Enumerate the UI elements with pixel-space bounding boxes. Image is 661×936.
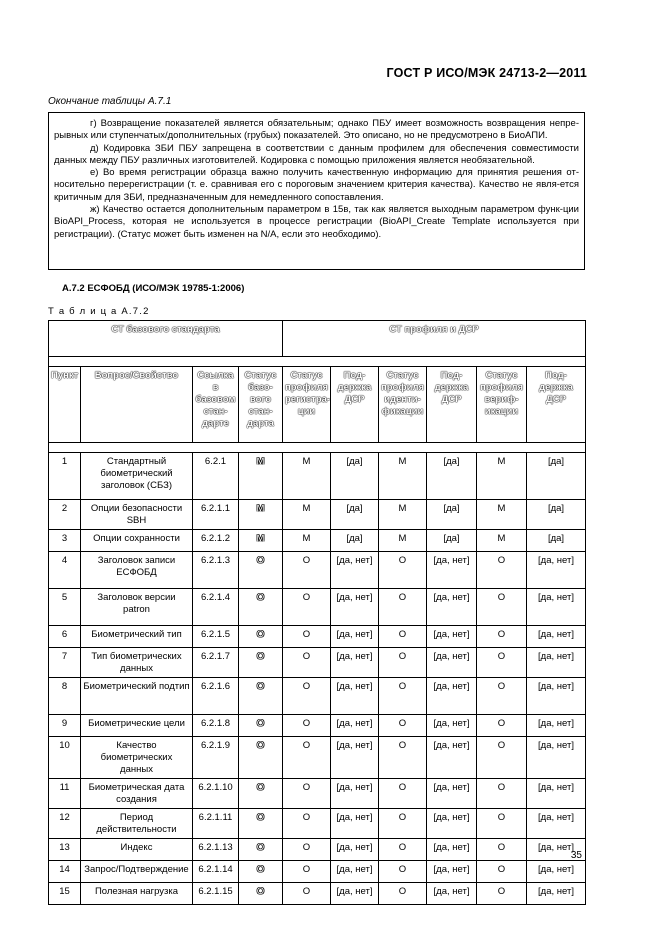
note-d: д) Кодировка ЗБИ ПБУ запрещена в соответствии с данным профилем для обеспечения совместимости данных между ПБУ различных изготовителей. Кодировка с помощью приложения является необязательной. bbox=[54, 142, 579, 166]
column-header: Статус профиля иденти-фикации bbox=[379, 367, 427, 443]
table-row bbox=[49, 648, 586, 678]
table-cell: O bbox=[283, 809, 331, 839]
table-cell: [да, нет] bbox=[427, 589, 477, 626]
table-cell: Заголовок записи ЕСФОБД bbox=[81, 552, 193, 589]
table-cell: [да] bbox=[427, 453, 477, 500]
table-cell: M bbox=[477, 453, 527, 500]
table-cell: 6.2.1.6 bbox=[193, 678, 239, 715]
table-cell: [да, нет] bbox=[527, 809, 586, 839]
table-cell: M bbox=[379, 530, 427, 552]
table-cell: [да, нет] bbox=[527, 737, 586, 779]
table-row bbox=[49, 809, 586, 839]
table-cell: O bbox=[379, 737, 427, 779]
table-cell: O bbox=[239, 715, 283, 737]
table-row bbox=[49, 861, 586, 883]
table-cell: [да, нет] bbox=[427, 715, 477, 737]
table-cell: O bbox=[239, 678, 283, 715]
table-cell: [да, нет] bbox=[331, 861, 379, 883]
table-cell: O bbox=[239, 737, 283, 779]
table-cell: Биометрическая дата создания bbox=[81, 779, 193, 809]
table-cell: Тип биометрических данных bbox=[81, 648, 193, 678]
table-cell: 2 bbox=[49, 500, 81, 530]
table-row bbox=[49, 883, 586, 905]
table-cell: 6.2.1.8 bbox=[193, 715, 239, 737]
table-cell: 6.2.1.13 bbox=[193, 839, 239, 861]
column-header: Статус профиля регистра-ции bbox=[283, 367, 331, 443]
table-cell: [да, нет] bbox=[527, 779, 586, 809]
table-cell: [да, нет] bbox=[527, 626, 586, 648]
table-row bbox=[49, 500, 586, 530]
conformance-table bbox=[48, 320, 586, 905]
table-row bbox=[49, 715, 586, 737]
table-cell: M bbox=[379, 500, 427, 530]
table-cell: [да] bbox=[427, 530, 477, 552]
table-cell: 6.2.1.5 bbox=[193, 626, 239, 648]
table-cell: M bbox=[239, 530, 283, 552]
table-cell: Биометрический тип bbox=[81, 626, 193, 648]
table-cell: O bbox=[283, 552, 331, 589]
column-headers bbox=[49, 367, 586, 443]
table-cell: 6.2.1 bbox=[193, 453, 239, 500]
table-cell: O bbox=[379, 809, 427, 839]
table-cell: O bbox=[283, 715, 331, 737]
table-cell: 6.2.1.3 bbox=[193, 552, 239, 589]
table-cell: 6.2.1.15 bbox=[193, 883, 239, 905]
column-header: Ссылка в базовом стан-дарте bbox=[193, 367, 239, 443]
table-cell: [да] bbox=[331, 530, 379, 552]
table-cell: O bbox=[379, 861, 427, 883]
table-cell: [да, нет] bbox=[331, 883, 379, 905]
table-cell: [да, нет] bbox=[427, 626, 477, 648]
table-cell: 6 bbox=[49, 626, 81, 648]
table-cell: M bbox=[283, 530, 331, 552]
table-row bbox=[49, 552, 586, 589]
table-cell: Качество биометрических данных bbox=[81, 737, 193, 779]
table-row bbox=[49, 626, 586, 648]
table-cell: 6.2.1.11 bbox=[193, 809, 239, 839]
table-cell: Индекс bbox=[81, 839, 193, 861]
table-label: Т а б л и ц а А.7.2 bbox=[48, 306, 150, 317]
table-cell: [да, нет] bbox=[527, 648, 586, 678]
table-cell: [да, нет] bbox=[331, 552, 379, 589]
table-cell: 6.2.1.14 bbox=[193, 861, 239, 883]
table-cell: O bbox=[477, 715, 527, 737]
table-cell: O bbox=[379, 589, 427, 626]
table-cell: 6.2.1.9 bbox=[193, 737, 239, 779]
table-cell: M bbox=[477, 500, 527, 530]
table-cell: M bbox=[477, 530, 527, 552]
table-cell: 6.2.1.1 bbox=[193, 500, 239, 530]
table-cell: 6.2.1.7 bbox=[193, 648, 239, 678]
table-cell: M bbox=[239, 500, 283, 530]
table-cell: [да] bbox=[427, 500, 477, 530]
table-cell: O bbox=[239, 589, 283, 626]
table-cell: O bbox=[239, 552, 283, 589]
table-cell: O bbox=[239, 839, 283, 861]
note-e: е) Во время регистрации образца важно получить качественную информацию для принятия решения от-носительно перерегистрации (т. е. сравнивая его с пороговым значением критерия качества). Качество не явля-ется критичным для ЗБИ, предназначенным для немедленного сопоставления. bbox=[54, 167, 579, 203]
table-row bbox=[49, 779, 586, 809]
table-cell: [да, нет] bbox=[427, 839, 477, 861]
table-cell: O bbox=[477, 552, 527, 589]
table-cell: O bbox=[379, 552, 427, 589]
table-cell: [да] bbox=[331, 500, 379, 530]
table-cell: 10 bbox=[49, 737, 81, 779]
table-cell: [да, нет] bbox=[427, 883, 477, 905]
table-cell: [да, нет] bbox=[331, 839, 379, 861]
table-cell: O bbox=[283, 861, 331, 883]
table-cell: 8 bbox=[49, 678, 81, 715]
table-cell: O bbox=[239, 861, 283, 883]
table-cell: O bbox=[283, 737, 331, 779]
table-cell: Опции безопасности SBH bbox=[81, 500, 193, 530]
table-cell: [да, нет] bbox=[427, 861, 477, 883]
table-cell: O bbox=[283, 626, 331, 648]
table-cell: 7 bbox=[49, 648, 81, 678]
table-cell: Биометрический подтип bbox=[81, 678, 193, 715]
table-cell: O bbox=[379, 883, 427, 905]
table-cell: O bbox=[477, 839, 527, 861]
table-cell: Опции сохранности bbox=[81, 530, 193, 552]
table-cell: [да, нет] bbox=[331, 737, 379, 779]
table-cell: Заголовок версии patron bbox=[81, 589, 193, 626]
table-cell: [да, нет] bbox=[427, 737, 477, 779]
table-cell: 14 bbox=[49, 861, 81, 883]
table-cell: [да, нет] bbox=[527, 715, 586, 737]
table-cell: 4 bbox=[49, 552, 81, 589]
table-cell: O bbox=[477, 861, 527, 883]
table-cell: [да, нет] bbox=[527, 839, 586, 861]
table-cell: Запрос/Подтверждение bbox=[81, 861, 193, 883]
table-row bbox=[49, 589, 586, 626]
table-cell: [да, нет] bbox=[527, 678, 586, 715]
table-cell: O bbox=[477, 678, 527, 715]
table-cell: O bbox=[283, 589, 331, 626]
table-cell: [да, нет] bbox=[527, 883, 586, 905]
table-cell: M bbox=[239, 453, 283, 500]
table-cell: O bbox=[379, 648, 427, 678]
table-cell: O bbox=[379, 626, 427, 648]
table-cell: O bbox=[283, 883, 331, 905]
table-cell: Полезная нагрузка bbox=[81, 883, 193, 905]
table-cell: [да, нет] bbox=[527, 861, 586, 883]
table-cell: M bbox=[379, 453, 427, 500]
table-cell: O bbox=[283, 779, 331, 809]
column-header: Под-держка ДСР bbox=[527, 367, 586, 443]
table-cell: O bbox=[477, 589, 527, 626]
table-row bbox=[49, 678, 586, 715]
table-cell: 5 bbox=[49, 589, 81, 626]
table-cell: O bbox=[239, 648, 283, 678]
table-cell: 11 bbox=[49, 779, 81, 809]
table-cell: O bbox=[239, 809, 283, 839]
table-cell: O bbox=[239, 779, 283, 809]
table-cell: Стандартный биометрический заголовок (СБЗ) bbox=[81, 453, 193, 500]
table-cell: [да] bbox=[527, 500, 586, 530]
table-cell: [да, нет] bbox=[527, 589, 586, 626]
note-zh: ж) Качество остается дополнительным параметром в 15в, так как является выходным параметром функ-ции BioAPI_Process, которая не используется в процессе регистрации (BioAPI_Create Template используется при регистрации). (Статус может быть изменен на N/A, если это необходимо). bbox=[54, 204, 579, 240]
table-row bbox=[49, 737, 586, 779]
table-cell: O bbox=[477, 809, 527, 839]
page-number: 35 bbox=[570, 850, 582, 861]
table-cell: O bbox=[239, 626, 283, 648]
table-cell: Биометрические цели bbox=[81, 715, 193, 737]
table-cell: 1 bbox=[49, 453, 81, 500]
table-cell: O bbox=[379, 779, 427, 809]
table-cell: [да, нет] bbox=[331, 809, 379, 839]
table-cell: O bbox=[477, 883, 527, 905]
column-header: Под-держка ДСР bbox=[427, 367, 477, 443]
column-header: Статус профиля вериф-икации bbox=[477, 367, 527, 443]
table-cell: [да] bbox=[527, 530, 586, 552]
table-cell: O bbox=[477, 648, 527, 678]
table-cell: [да, нет] bbox=[427, 552, 477, 589]
table-cell: 13 bbox=[49, 839, 81, 861]
table-cell: O bbox=[379, 839, 427, 861]
table-cell: O bbox=[283, 678, 331, 715]
column-header: Вопрос/Свойство bbox=[81, 367, 193, 443]
table-cell: [да, нет] bbox=[527, 552, 586, 589]
column-header: Статус базо-вого стан-дарта bbox=[239, 367, 283, 443]
table-cell: 9 bbox=[49, 715, 81, 737]
table-cell: 12 bbox=[49, 809, 81, 839]
table-cell: [да, нет] bbox=[331, 779, 379, 809]
table-cell: M bbox=[283, 453, 331, 500]
document-id: ГОСТ Р ИСО/МЭК 24713-2—2011 bbox=[386, 66, 587, 80]
table-cell: [да] bbox=[331, 453, 379, 500]
table-cell: [да, нет] bbox=[427, 648, 477, 678]
table-cell: [да, нет] bbox=[331, 589, 379, 626]
table-cell: [да, нет] bbox=[427, 779, 477, 809]
notes-box bbox=[48, 112, 585, 270]
group-header-base: СТ базового стандарта bbox=[49, 321, 283, 357]
table-cell: O bbox=[379, 715, 427, 737]
table-cell: M bbox=[283, 500, 331, 530]
table-cell: O bbox=[477, 779, 527, 809]
table-cell: O bbox=[477, 737, 527, 779]
table-cell: [да, нет] bbox=[331, 678, 379, 715]
table-cell: O bbox=[379, 678, 427, 715]
table-cell: O bbox=[283, 648, 331, 678]
table-cell: O bbox=[239, 883, 283, 905]
table-cell: 6.2.1.4 bbox=[193, 589, 239, 626]
table-row bbox=[49, 530, 586, 552]
group-header-profile: СТ профиля и ДСР bbox=[283, 321, 586, 357]
table-cell: O bbox=[477, 626, 527, 648]
table-cell: 3 bbox=[49, 530, 81, 552]
note-g: г) Возвращение показателей является обязательным; однако ПБУ имеет возможность возвращения непре-рывных или ступенчатых/дополнительных (грубых) показателей. Это описано, но не предусмотрено в БиоАПИ. bbox=[54, 118, 579, 142]
table-continuation-label: Окончание таблицы А.7.1 bbox=[48, 96, 172, 107]
table-cell: [да, нет] bbox=[427, 809, 477, 839]
column-header: Под-держка ДСР bbox=[331, 367, 379, 443]
section-title: А.7.2 ЕСФОБД (ИСО/МЭК 19785-1:2006) bbox=[62, 283, 245, 294]
table-cell: 6.2.1.10 bbox=[193, 779, 239, 809]
table-cell: [да, нет] bbox=[331, 715, 379, 737]
table-cell: O bbox=[283, 839, 331, 861]
table-cell: [да, нет] bbox=[331, 648, 379, 678]
table-row bbox=[49, 839, 586, 861]
table-cell: Период действительности bbox=[81, 809, 193, 839]
column-header: Пункт bbox=[49, 367, 81, 443]
table-cell: [да] bbox=[527, 453, 586, 500]
table-cell: [да, нет] bbox=[427, 678, 477, 715]
table-row bbox=[49, 453, 586, 500]
table-cell: 6.2.1.2 bbox=[193, 530, 239, 552]
table-cell: [да, нет] bbox=[331, 626, 379, 648]
table-cell: 15 bbox=[49, 883, 81, 905]
